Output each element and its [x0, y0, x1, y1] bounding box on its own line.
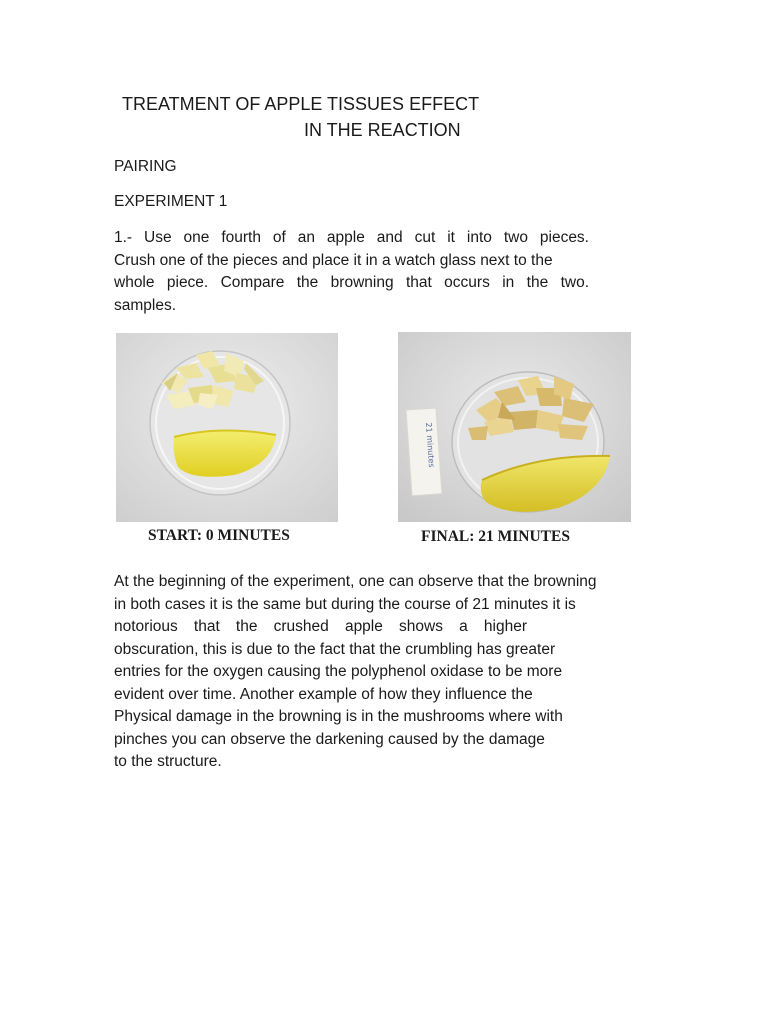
- instruction-line: Crush one of the pieces and place it in a watch glass next to the: [114, 251, 553, 269]
- label-paper-text: 21 minutes: [423, 422, 437, 468]
- instructions-paragraph: [114, 227, 589, 317]
- apple-start-photo: [116, 333, 338, 522]
- experiment-heading: EXPERIMENT 1: [114, 193, 228, 210]
- observation-line: in both cases it is the same but during the course of 21 minutes it is: [114, 595, 576, 613]
- apple-final-photo: [398, 332, 631, 522]
- observation-line: to the structure.: [114, 753, 222, 770]
- observation-line: obscuration, this is due to the fact that the crumbling has greater: [114, 640, 556, 658]
- observation-line: Physical damage in the browning is in the mushrooms where with: [114, 708, 563, 725]
- title-line-1: TREATMENT OF APPLE TISSUES EFFECT: [122, 94, 480, 114]
- observation-line: pinches you can observe the darkening caused by the damage: [114, 730, 545, 748]
- observation-line: evident over time. Another example of how they influence the: [114, 685, 533, 703]
- observation-line: entries for the oxygen causing the polyphenol oxidase to be more: [114, 663, 563, 680]
- observation-paragraph: [114, 571, 670, 774]
- caption-start: START: 0 MINUTES: [148, 527, 290, 544]
- title-line-2: IN THE REACTION: [304, 120, 461, 140]
- caption-final: FINAL: 21 MINUTES: [421, 528, 570, 545]
- observation-line: At the beginning of the experiment, one can observe that the browning: [114, 573, 597, 590]
- observation-line: notorious that the crushed apple shows a higher: [114, 618, 527, 635]
- instruction-line: 1.- Use one fourth of an apple and cut it into two pieces.: [114, 229, 589, 246]
- section-heading: PAIRING: [114, 158, 177, 175]
- instruction-line: whole piece. Compare the browning that occurs in the two.: [114, 274, 589, 291]
- instruction-line: samples.: [114, 296, 177, 314]
